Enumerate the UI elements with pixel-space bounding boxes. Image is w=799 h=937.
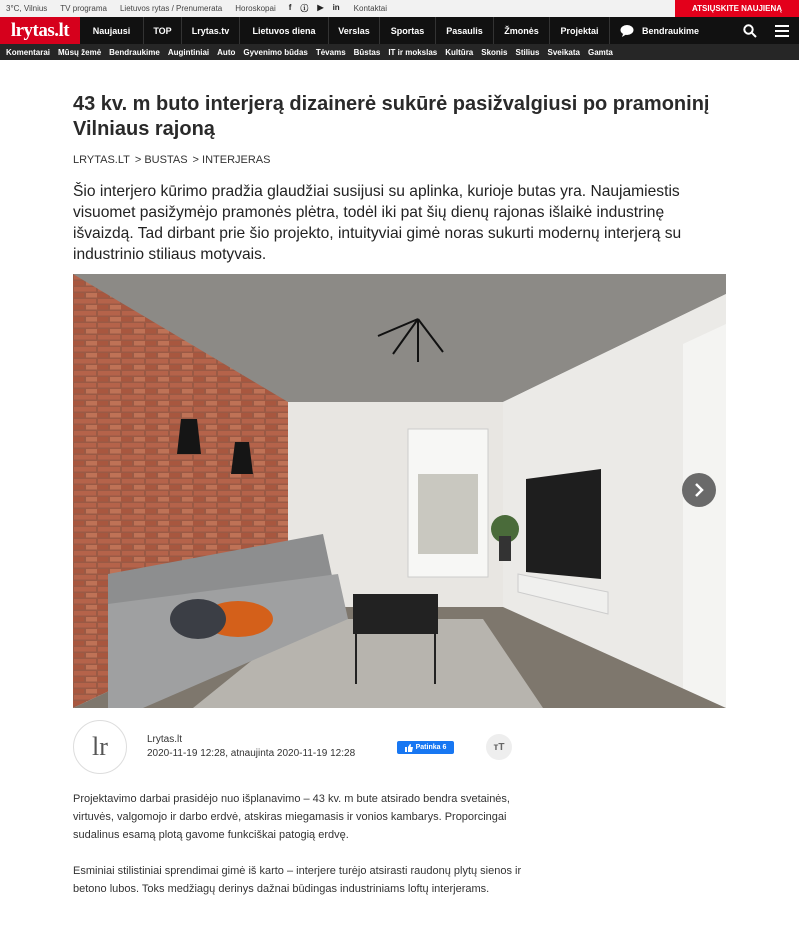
breadcrumb-item[interactable]: LRYTAS.LT bbox=[73, 154, 130, 166]
author-block bbox=[73, 720, 513, 775]
publish-date: 2020-11-19 12:28, atnaujinta 2020-11-19 12:28 bbox=[147, 748, 356, 759]
article-header bbox=[73, 92, 726, 265]
subnav-item[interactable]: Mūsų žemė bbox=[58, 47, 102, 57]
thumbs-up-icon bbox=[405, 744, 413, 752]
subnav-item[interactable]: Tėvams bbox=[315, 47, 346, 57]
youtube-icon[interactable]: ▶ bbox=[317, 3, 324, 12]
social-links bbox=[289, 3, 340, 14]
community-label: Bendraukime bbox=[642, 25, 700, 36]
subnav-item[interactable]: Kultūra bbox=[445, 47, 474, 57]
nav-item-naujausi[interactable]: Naujausi bbox=[80, 17, 144, 44]
facebook-icon[interactable]: f bbox=[288, 3, 292, 12]
chevron-right-icon bbox=[693, 483, 705, 497]
like-label: Patinka 6 bbox=[415, 744, 447, 751]
tv-program-link[interactable]: TV programa bbox=[60, 4, 107, 13]
next-photo-button[interactable] bbox=[682, 473, 716, 507]
nav-item-lietuvos-diena[interactable]: Lietuvos diena bbox=[240, 17, 329, 44]
facebook-like-button[interactable] bbox=[397, 741, 454, 754]
subnav-item[interactable]: IT ir mokslas bbox=[388, 47, 438, 57]
article-title: 43 kv. m buto interjerą dizainerė sukūrė pasižvalgiusi po pramoninį Vilniaus rajoną bbox=[73, 93, 710, 140]
nav-item-projektai[interactable]: Projektai bbox=[550, 17, 610, 44]
nav-item-top[interactable]: TOP bbox=[144, 17, 182, 44]
interior-photo bbox=[73, 274, 726, 708]
instagram-icon[interactable]: ⓘ bbox=[300, 4, 309, 13]
subnav-item[interactable]: Sveikata bbox=[547, 47, 580, 57]
font-size-button[interactable]: тT bbox=[486, 734, 512, 760]
subnav-item[interactable]: Gamta bbox=[587, 47, 613, 57]
utility-bar bbox=[0, 0, 799, 17]
chat-icon bbox=[620, 24, 636, 38]
subnav-item[interactable]: Auto bbox=[217, 47, 236, 57]
community-link[interactable] bbox=[610, 17, 699, 44]
author-name[interactable]: Lrytas.lt bbox=[147, 734, 183, 745]
weather-link[interactable]: 3°C, Vilnius bbox=[6, 4, 48, 13]
nav-item-sportas[interactable]: Sportas bbox=[380, 17, 436, 44]
nav-item-pasaulis[interactable]: Pasaulis bbox=[436, 17, 494, 44]
nav-item-verslas[interactable]: Verslas bbox=[329, 17, 380, 44]
site-logo[interactable]: lrytas.lt bbox=[0, 17, 80, 44]
subnav-item[interactable]: Augintiniai bbox=[167, 47, 210, 57]
breadcrumb bbox=[73, 154, 726, 166]
article-paragraph: Esminiai stilistiniai sprendimai gimė iš karto – interjere turėjo atsirasti raudonų plytų sienos ir betono lubos. Toks medžiagų derinys dažnai būdingas industriniams loftų interjerams. bbox=[73, 865, 522, 895]
horoscope-link[interactable]: Horoskopai bbox=[235, 4, 276, 13]
nav-tools bbox=[743, 17, 799, 44]
subnav-item[interactable]: Gyvenimo būdas bbox=[243, 47, 308, 57]
menu-icon[interactable] bbox=[775, 25, 789, 37]
article-photo[interactable] bbox=[73, 274, 726, 708]
subnav-item[interactable]: Bendraukime bbox=[109, 47, 160, 57]
nav-item-lrytas-tv[interactable]: Lrytas.tv bbox=[182, 17, 240, 44]
nav-item-zmones[interactable]: Žmonės bbox=[494, 17, 550, 44]
search-icon[interactable] bbox=[743, 24, 757, 38]
linkedin-icon[interactable]: in bbox=[332, 3, 340, 12]
article-lead: Šio interjero kūrimo pradžia glaudžiai susijusi su aplinka, kurioje butas yra. Naujamiestis visuomet pasižymėjo pramonės plėtra, todėl iki pat šių dienų rajonas išlaikė industrinę išvaizdą. Tad dirbant prie šio projekto, intuityviai gimė noras sukurti modernų interjerą su industrinio stiliaus motyvais. bbox=[73, 183, 682, 263]
subnav-item[interactable]: Skonis bbox=[481, 47, 508, 57]
contacts-link[interactable]: Kontaktai bbox=[353, 4, 388, 13]
subnav-item[interactable]: Komentarai bbox=[6, 47, 51, 57]
article-paragraph: Projektavimo darbai prasidėjo nuo išplanavimo – 43 kv. m bute atsirado bendra svetainės, virtuvės, valgomojo ir darbo erdvė, atskiras miegamasis ir vonios kambarys. Proporcingai sudalinus esamą plotą gavome funkciškai patogią erdvę. bbox=[73, 793, 510, 841]
breadcrumb-item[interactable]: > BUSTAS bbox=[134, 154, 188, 166]
breadcrumb-item[interactable]: > INTERJERAS bbox=[192, 154, 271, 166]
article-body bbox=[73, 790, 523, 916]
subnav-item[interactable]: Stilius bbox=[515, 47, 540, 57]
category-nav bbox=[0, 44, 799, 60]
subnav-item[interactable]: Būstas bbox=[353, 47, 381, 57]
subscription-link[interactable]: Lietuvos rytas / Prenumerata bbox=[119, 4, 223, 13]
main-nav bbox=[0, 17, 799, 44]
avatar[interactable]: lr bbox=[73, 720, 127, 774]
send-news-button[interactable]: ATSIŲSKITE NAUJIENĄ bbox=[675, 0, 799, 17]
